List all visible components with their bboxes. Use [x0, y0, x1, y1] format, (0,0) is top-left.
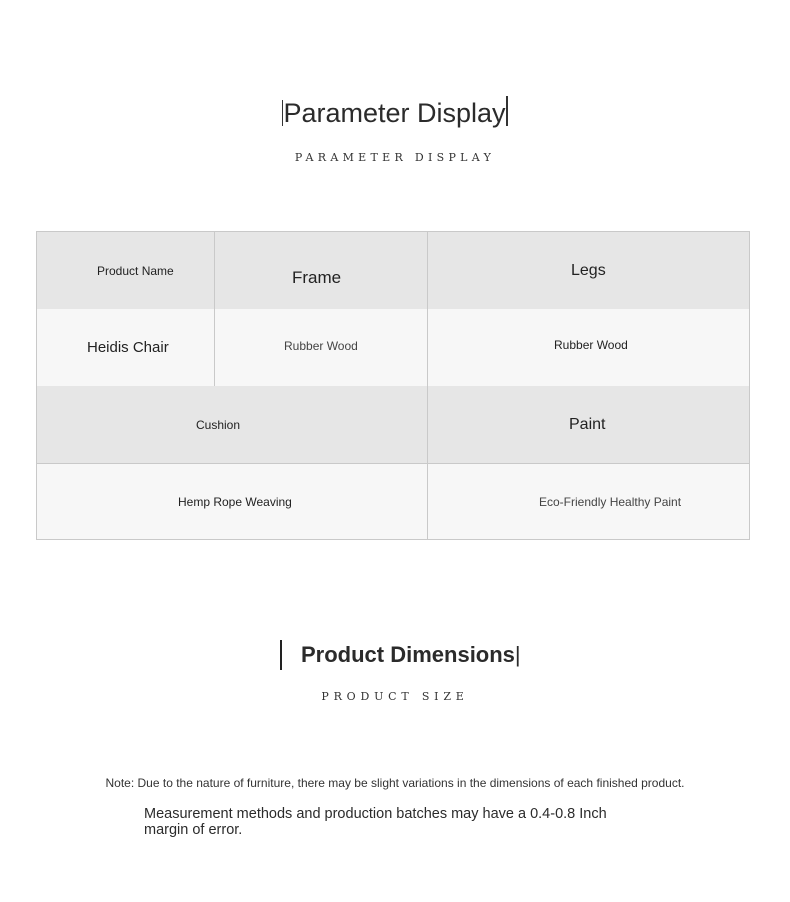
- title-bar-left: [280, 640, 282, 670]
- legs-label: Legs: [571, 262, 606, 279]
- column-divider-2: [427, 232, 428, 539]
- product-name-label: Product Name: [97, 264, 174, 278]
- parameter-display-title-text: Parameter Display: [283, 98, 506, 128]
- table-row-header-2: [37, 386, 749, 464]
- parameter-display-subtitle: PARAMETER DISPLAY: [294, 151, 496, 164]
- table-row-header-1: [37, 232, 749, 310]
- column-divider-1: [214, 232, 215, 386]
- title-bar-right: [506, 96, 508, 126]
- product-dimensions-title-text: Product Dimensions|: [301, 642, 521, 667]
- paint-value: Eco-Friendly Healthy Paint: [539, 495, 682, 509]
- product-name-value: Heidis Chair: [87, 339, 169, 356]
- parameter-table: [36, 231, 750, 540]
- cushion-value: Hemp Rope Weaving: [178, 495, 292, 509]
- table-row-values-1: [37, 309, 749, 387]
- product-size-subtitle: PRODUCT SIZE: [321, 690, 469, 703]
- frame-label: Frame: [292, 268, 342, 287]
- furniture-variation-note: Note: Due to the nature of furniture, there may be slight variations in the dimensions of each finished product.: [105, 776, 685, 790]
- table-row-values-2: [37, 464, 749, 539]
- legs-value: Rubber Wood: [554, 338, 628, 352]
- measurement-error-note: Measurement methods and production batches may have a 0.4-0.8 Inch margin of error.: [144, 806, 607, 838]
- cushion-label: Cushion: [196, 418, 241, 432]
- parameter-display-title: [0, 96, 790, 129]
- frame-value: Rubber Wood: [284, 339, 358, 353]
- paint-label: Paint: [569, 416, 606, 433]
